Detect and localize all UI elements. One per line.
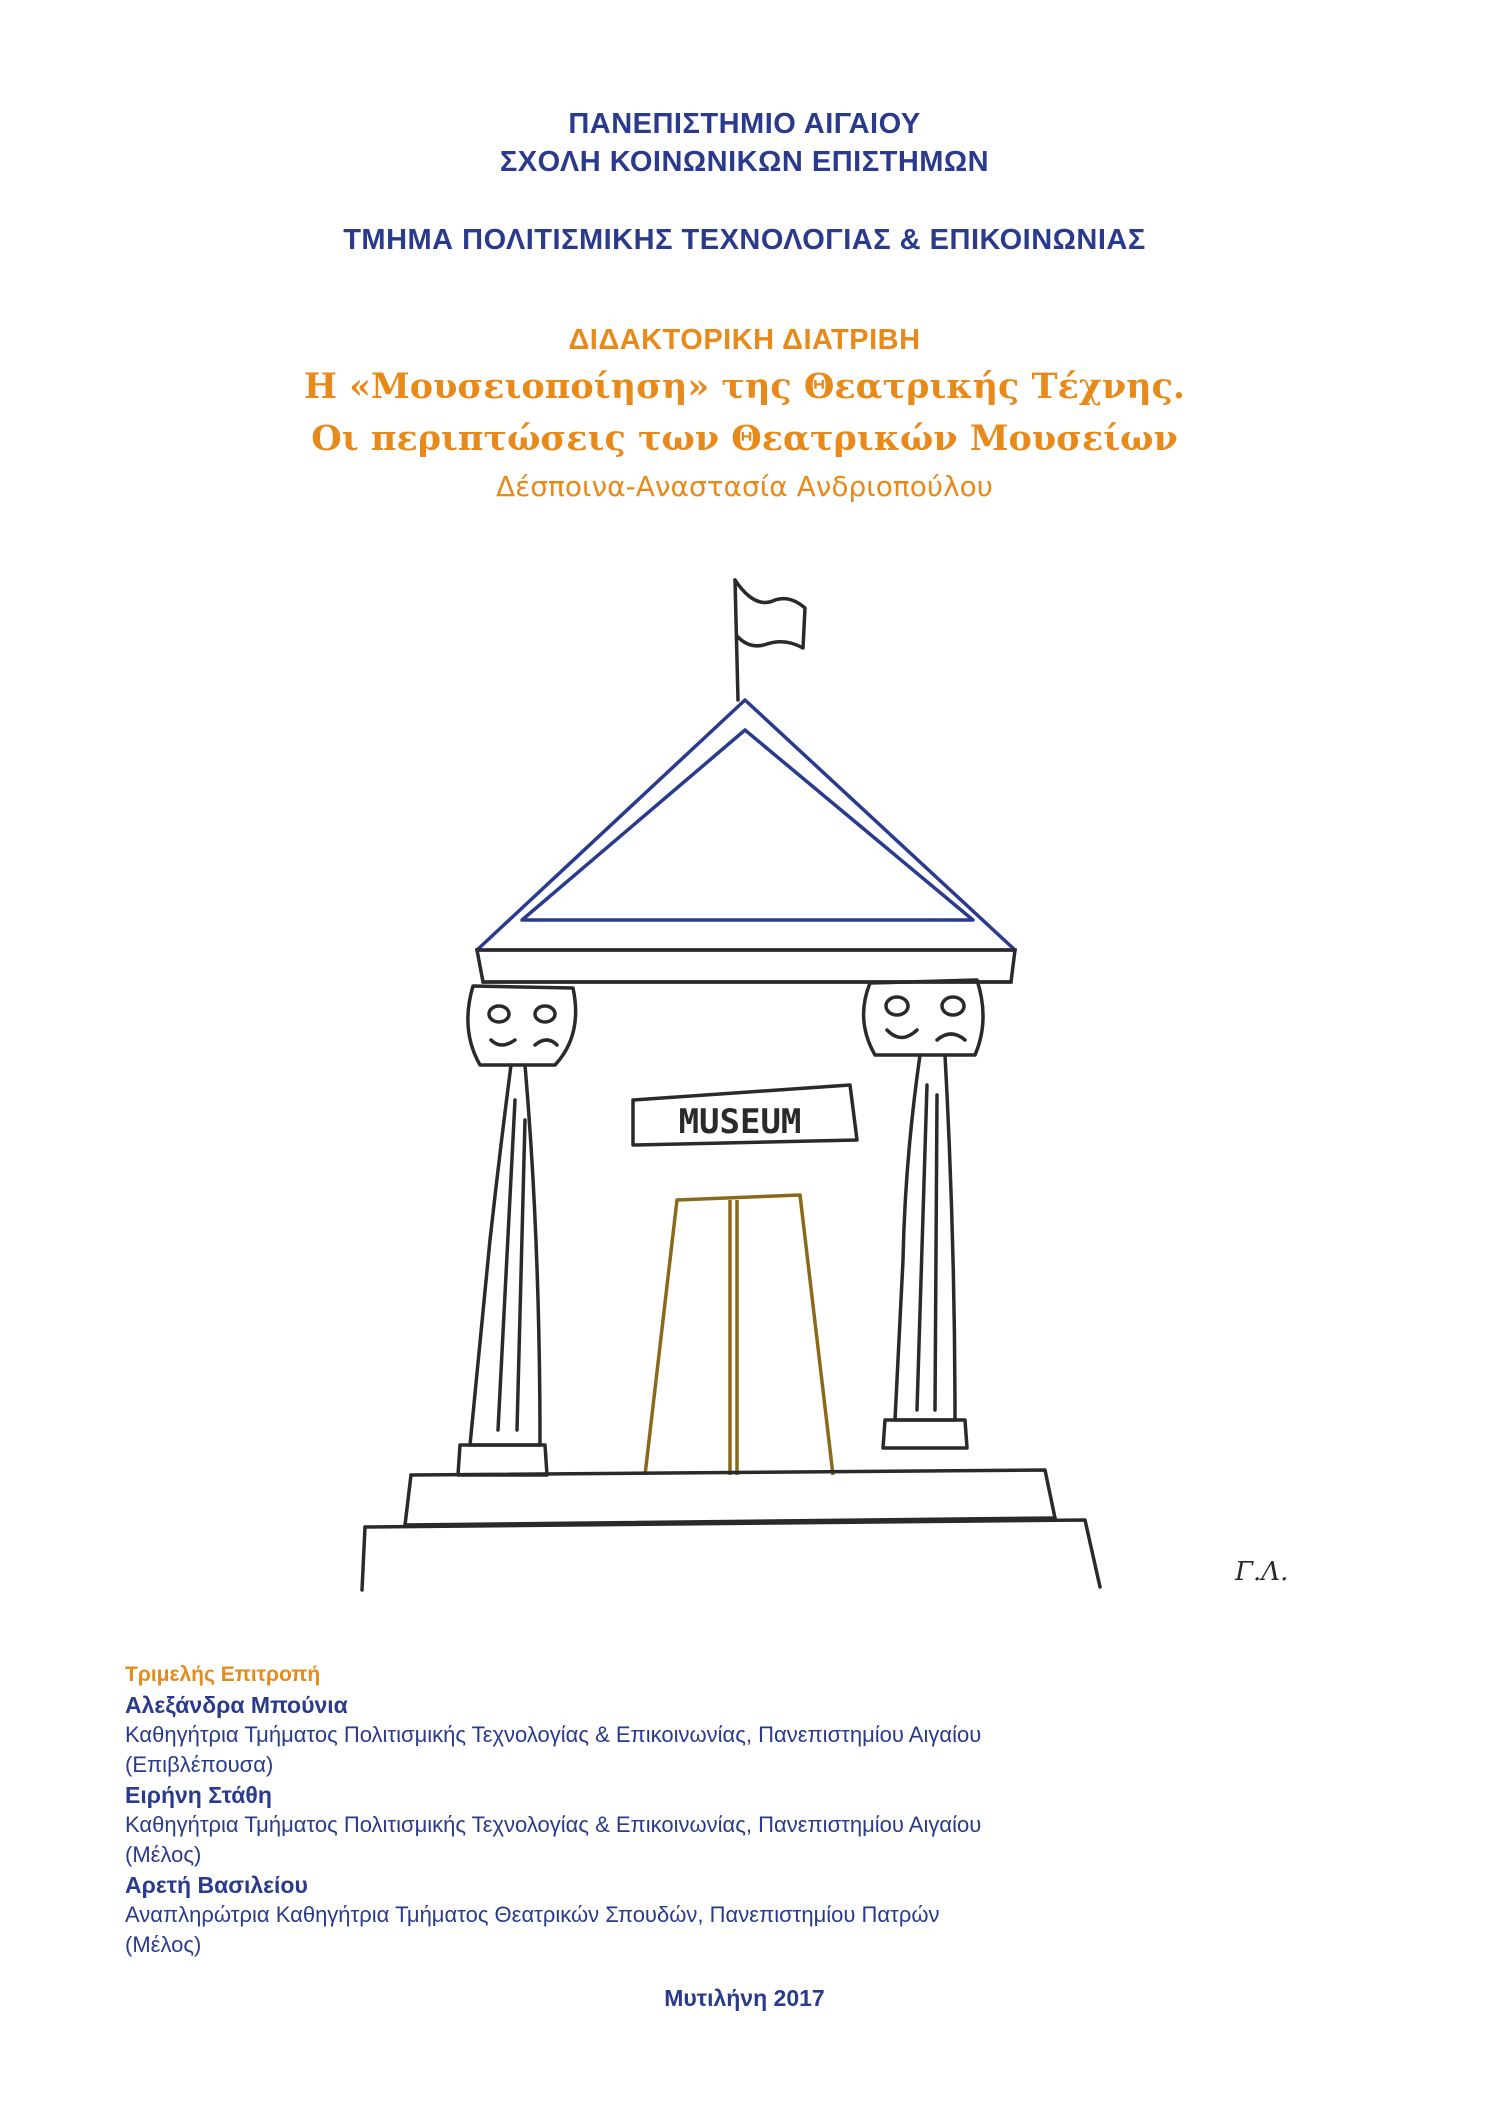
- member-name: Αλεξάνδρα Μπούνια: [125, 1692, 348, 1718]
- thesis-title-line-1: Η «Μουσειοποίηση» της Θεατρικής Τέχνης.: [303, 366, 1186, 407]
- member-name: Αρετή Βασιλείου: [125, 1872, 308, 1898]
- flag-drawing: [735, 580, 805, 700]
- thesis-title-line-2: Οι περιπτώσεις των Θεατρικών Μουσείων: [311, 418, 1178, 459]
- member-position: Αναπληρώτρια Καθηγήτρια Τμήματος Θεατρικών Σπουδών, Πανεπιστημίου Πατρών: [125, 1902, 940, 1927]
- right-column-drawing: [864, 980, 983, 1448]
- university-name: ΠΑΝΕΠΙΣΤΗΜΙΟ ΑΙΓΑΙΟΥ: [568, 108, 921, 140]
- department-name: ΤΜΗΜΑ ΠΟΛΙΤΙΣΜΙΚΗΣ ΤΕΧΝΟΛΟΓΙΑΣ & ΕΠΙΚΟΙΝΩΝΙΑΣ: [343, 224, 1146, 256]
- place-and-year: Μυτιλήνη 2017: [664, 1985, 825, 2011]
- doorway-drawing: [645, 1195, 833, 1475]
- left-column-drawing: [458, 986, 576, 1475]
- member-role: (Μέλος): [125, 1932, 202, 1957]
- author-name: Δέσποινα-Αναστασία Ανδριοπούλου: [496, 470, 993, 503]
- member-position: Καθηγήτρια Τμήματος Πολιτισμικής Τεχνολογίας & Επικοινωνίας, Πανεπιστημίου Αιγαίου: [125, 1812, 982, 1837]
- committee-title: Τριμελής Επιτροπή: [125, 1663, 321, 1686]
- museum-temple-illustration: [215, 540, 1325, 1600]
- member-position: Καθηγήτρια Τμήματος Πολιτισμικής Τεχνολογίας & Επικοινωνίας, Πανεπιστημίου Αιγαίου: [125, 1722, 982, 1747]
- committee-section: [125, 1660, 1385, 1960]
- steps-drawing: [362, 1470, 1100, 1590]
- member-role: (Μέλος): [125, 1842, 202, 1867]
- thesis-type-label: ΔΙΔΑΚΤΟΡΙΚΗ ΔΙΑΤΡΙΒΗ: [568, 324, 921, 356]
- museum-sign-text: MUSEUM: [678, 1102, 802, 1142]
- member-role: (Επιβλέπουσα): [125, 1752, 274, 1777]
- artist-signature: Γ.Λ.: [1235, 1557, 1289, 1587]
- entablature-drawing: [477, 950, 1015, 982]
- school-name: ΣΧΟΛΗ ΚΟΙΝΩΝΙΚΩΝ ΕΠΙΣΤΗΜΩΝ: [499, 146, 990, 178]
- pediment-drawing: [477, 700, 1015, 950]
- member-name: Ειρήνη Στάθη: [125, 1782, 272, 1808]
